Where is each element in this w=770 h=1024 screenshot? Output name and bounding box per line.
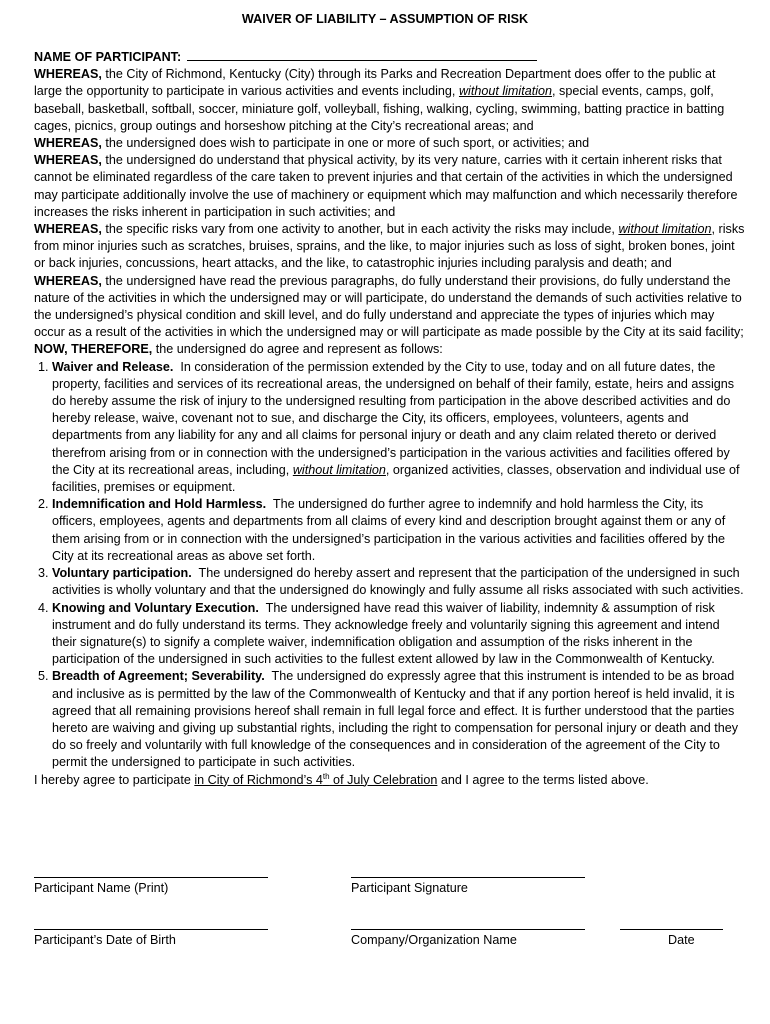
document-title: WAIVER OF LIABILITY – ASSUMPTION OF RISK (241, 12, 529, 26)
whereas-clause-3: WHEREAS, the undersigned do understand that physical activity, by its very nature, carries with it certain inherent risks that cannot be eliminated regardless of the care taken to prevent injuries and that certain of the activities in which the undersigned may participate additionally involve the use of machinery or equipment which may malfunction and which necessarily therefore increases the risks inherent in participation in such activities; and (34, 153, 738, 219)
participant-label: NAME OF PARTICIPANT: (34, 50, 182, 64)
waiver-body (34, 47, 746, 789)
whereas-clause-4: WHEREAS, the specific risks vary from one activity to another, but in each activity the risks may include, without limitation, risks from minor injuries such as scratches, bruises, sprains, and the like, to major injuries such as loss of sight, broken bones, joint or back injuries, concussions, heart attacks, and the like, to catastrophic injuries including paralysis and death; and (34, 222, 745, 271)
company-line[interactable] (351, 929, 585, 930)
whereas-clause-1: WHEREAS, the City of Richmond, Kentucky (City) through its Parks and Recreation Department does offer to the public at large the opportunity to participate in various activities and events including, without limitation, special events, camps, golf, baseball, basketball, softball, soccer, miniature golf, volleyball, fishing, walking, cycling, swimming, batting practice in batting cages, picnics, group outings and horseshow pitching at the City’s recreational areas; and (34, 67, 725, 133)
clause-item: 1. Waiver and Release. In consideration of the permission extended by the City to use, today and on all future dates, the property, facilities and services of its recreational areas, the undersigned on behalf of their family, estate, heirs and assigns do hereby assume the risk of injury to the undersigned resulting from participation in the above described activities and do hereby release, waive, covenant not to sue, and discharge the City, its officers, employees, volunteers, agents and departments from any liability for any and all claims for personal injury or death and any claim related thereto or derived therefrom arising from or in connection with the undersigned’s participation in the various activities and facilities offered by the City at its recreational areas, including, without limitation, organized activities, classes, observation and individual use of facilities, premises or equipment. (52, 359, 746, 497)
date-of-birth-line[interactable] (34, 929, 268, 930)
agreement-statement: I hereby agree to participate in City of Richmond’s 4th of July Celebration and I agree to the terms listed above. (34, 771, 649, 787)
event-name: in City of Richmond’s 4th of July Celebration (194, 771, 438, 787)
date-of-birth-label: Participant’s Date of Birth (34, 933, 176, 947)
participant-signature-label: Participant Signature (351, 881, 468, 895)
now-therefore: NOW, THEREFORE, the undersigned do agree and represent as follows: (34, 342, 443, 357)
participant-name-row (34, 47, 746, 66)
clause-item: 3. Voluntary participation. The undersigned do hereby assert and represent that the participation of the undersigned in such activities is wholly voluntary and that the undersigned do knowingly and fully assume all risks associated with such activities. (52, 565, 746, 599)
participant-name-line[interactable] (34, 877, 268, 878)
company-label: Company/Organization Name (351, 933, 517, 947)
clause-item: 2. Indemnification and Hold Harmless. The undersigned do further agree to indemnify and hold harmless the City, its officers, employees, agents and departments from all claims of every kind and description brought against them or any of them arising from or in connection with the undersigned’s participation in the various activities and facilities offered by the City at its recreational areas as above set forth. (52, 496, 746, 565)
clause-item: 5. Breadth of Agreement; Severability. The undersigned do expressly agree that this instrument is intended to be as broad and inclusive as is permitted by the law of the Commonwealth of Kentucky and that if any portion hereof is held invalid, it is agreed that all remaining provisions hereof shall remain in full legal force and effect. It is further understood that the parties hereto are waiving and giving up substantial rights, including the right to compensation for personal injury or death and they do so freely and voluntarily with full knowledge of the consequences and in consideration of the agreement of the City to permit the undersigned to participate in such activities. (52, 668, 746, 771)
whereas-clause-5: WHEREAS, the undersigned have read the previous paragraphs, do fully understand their provisions, do fully understand the nature of the activities in which the undersigned may or will participate, do understand the demands of such activities relative to the undersigned’s physical condition and skill level, and do fully understand and appreciate the types of injuries which may occur as a result of the activities in which the undersigned may or will participate as made possible by the City at its said facility; (34, 273, 744, 340)
date-label: Date (668, 933, 695, 947)
participant-name-field[interactable] (187, 47, 537, 61)
clause-list (34, 359, 746, 772)
participant-signature-line[interactable] (351, 877, 585, 878)
participant-name-label: Participant Name (Print) (34, 881, 169, 895)
clause-item: 4. Knowing and Voluntary Execution. The undersigned have read this waiver of liability, indemnity & assumption of risk instrument and do fully understand its terms. They acknowledge freely and voluntarily signing this agreement and intend their signature(s) to signify a complete waiver, indemnification obligation and assumption of the risks inherent in the participation of the undersigned in such activities to the fullest extent allowed by law in the Commonwealth of Kentucky. (52, 600, 746, 669)
whereas-clause-2: WHEREAS, the undersigned does wish to participate in one or more of such sport, or activities; and (34, 136, 590, 151)
date-line[interactable] (620, 929, 723, 930)
